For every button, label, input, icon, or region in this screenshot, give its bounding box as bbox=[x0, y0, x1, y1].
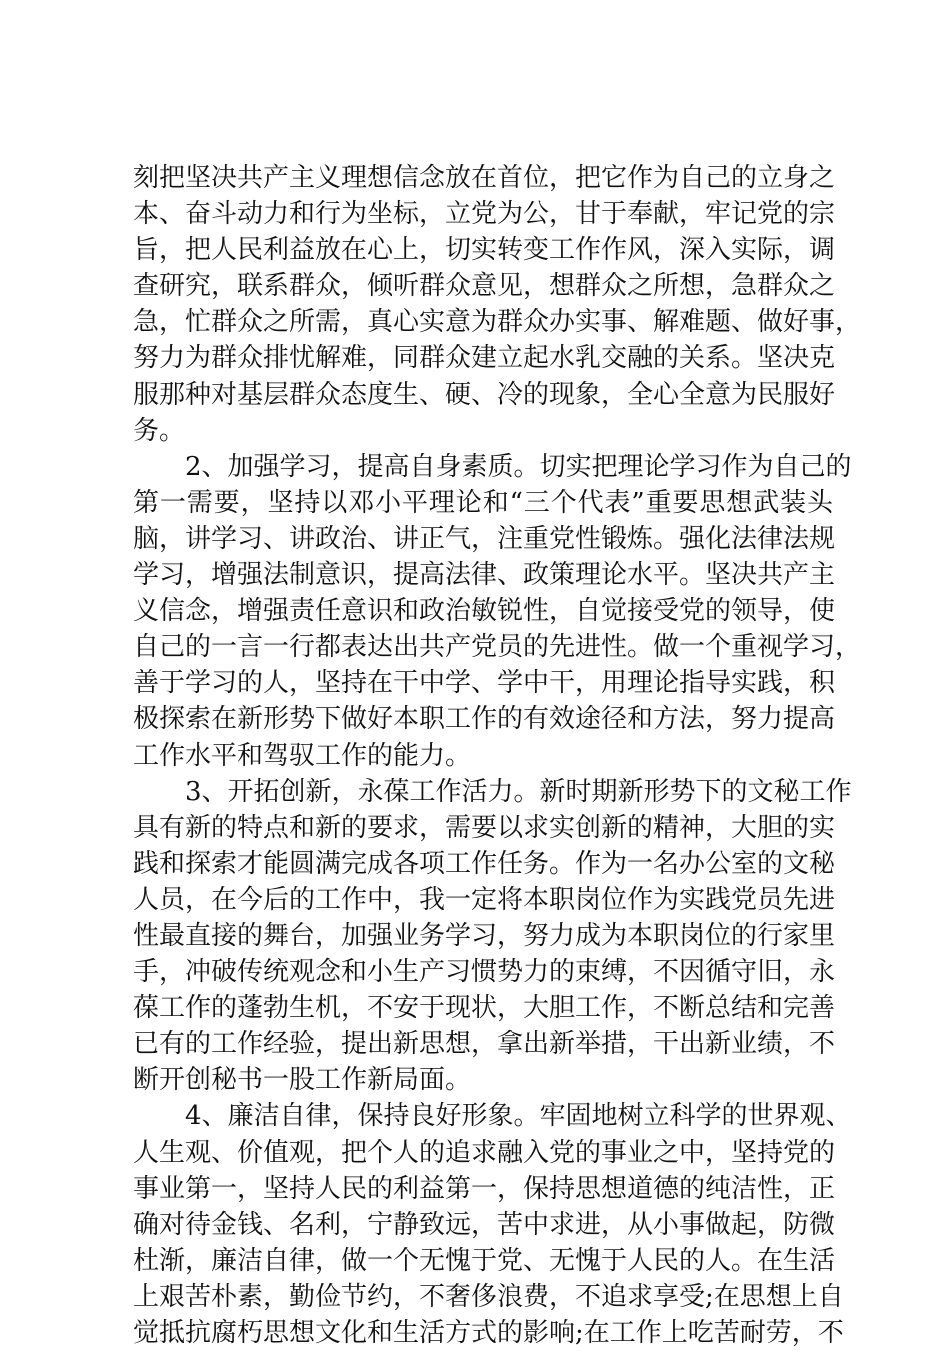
text-line: 葆工作的蓬勃生机，不安于现状，大胆工作，不断总结和完善 bbox=[133, 993, 836, 1024]
text-line: 善于学习的人，坚持在干中学、学中干，用理论指导实践，积 bbox=[133, 668, 836, 699]
text-line: 人生观、价值观，把个人的追求融入党的事业之中，坚持党的 bbox=[133, 1137, 836, 1168]
text-line: 上艰苦朴素，勤俭节约，不奢侈浪费，不追求享受;在思想上自 bbox=[133, 1281, 844, 1312]
body-text bbox=[133, 160, 862, 1351]
text-line: 觉抵抗腐朽思想文化和生活方式的影响;在工作上吃苦耐劳，不 bbox=[133, 1318, 844, 1348]
text-line: 工作水平和驾驭工作的能力。 bbox=[133, 740, 472, 771]
text-line: 杜渐，廉洁自律，做一个无愧于党、无愧于人民的人。在生活 bbox=[133, 1245, 836, 1276]
text-line: 服那种对基层群众态度生、硬、冷的现象，全心全意为民服好 bbox=[133, 379, 836, 410]
text-line: 务。 bbox=[133, 415, 186, 446]
text-line: 义信念，增强责任意识和政治敏锐性，自觉接受党的领导，使 bbox=[133, 596, 836, 627]
text-line: 自己的一言一行都表达出共产党员的先进性。做一个重视学习， bbox=[133, 632, 862, 663]
text-line: 人员，在今后的工作中，我一定将本职岗位作为实践党员先进 bbox=[133, 884, 836, 915]
text-line: 第一需要，坚持以邓小平理论和“三个代表”重要思想武装头 bbox=[133, 487, 833, 518]
text-line: 脑，讲学习、讲政治、讲正气，注重党性锻炼。强化法律法规 bbox=[133, 523, 836, 554]
paragraph-4-first-line: 4、廉洁自律，保持良好形象。牢固地树立科学的世界观、 bbox=[185, 1101, 852, 1132]
text-line: 学习，增强法制意识，提高法律、政策理论水平。坚决共产主 bbox=[133, 560, 836, 591]
text-line: 本、奋斗动力和行为坐标，立党为公，甘于奉献，牢记党的宗 bbox=[133, 199, 836, 230]
paragraph-2-first-line: 2、加强学习，提高自身素质。切实把理论学习作为自己的 bbox=[185, 451, 852, 482]
text-line: 践和探索才能圆满完成各项工作任务。作为一名办公室的文秘 bbox=[133, 848, 836, 879]
paragraph-3-first-line: 3、开拓创新，永葆工作活力。新时期新形势下的文秘工作 bbox=[185, 776, 852, 807]
text-line: 努力为群众排忧解难，同群众建立起水乳交融的关系。坚决克 bbox=[133, 343, 836, 374]
text-line: 断开创秘书一股工作新局面。 bbox=[133, 1065, 472, 1096]
text-line: 旨，把人民利益放在心上，切实转变工作作风，深入实际，调 bbox=[133, 235, 836, 266]
text-line: 事业第一，坚持人民的利益第一，保持思想道德的纯洁性，正 bbox=[133, 1173, 836, 1204]
text-line: 具有新的特点和新的要求，需要以求实创新的精神，大胆的实 bbox=[133, 812, 836, 843]
text-line: 查研究，联系群众，倾听群众意见，想群众之所想，急群众之 bbox=[133, 271, 836, 302]
text-line: 手，冲破传统观念和小生产习惯势力的束缚，不因循守旧，永 bbox=[133, 957, 836, 988]
text-line: 性最直接的舞台，加强业务学习，努力成为本职岗位的行家里 bbox=[133, 920, 836, 951]
text-line: 刻把坚决共产主义理想信念放在首位，把它作为自己的立身之 bbox=[133, 163, 836, 193]
text-line: 极探索在新形势下做好本职工作的有效途径和方法，努力提高 bbox=[133, 704, 836, 735]
text-line: 急，忙群众之所需，真心实意为群众办实事、解难题、做好事， bbox=[133, 307, 862, 338]
text-line: 已有的工作经验，提出新思想，拿出新举措，干出新业绩，不 bbox=[133, 1029, 836, 1060]
text-line: 确对待金钱、名利，宁静致远，苦中求进，从小事做起，防微 bbox=[133, 1209, 836, 1240]
